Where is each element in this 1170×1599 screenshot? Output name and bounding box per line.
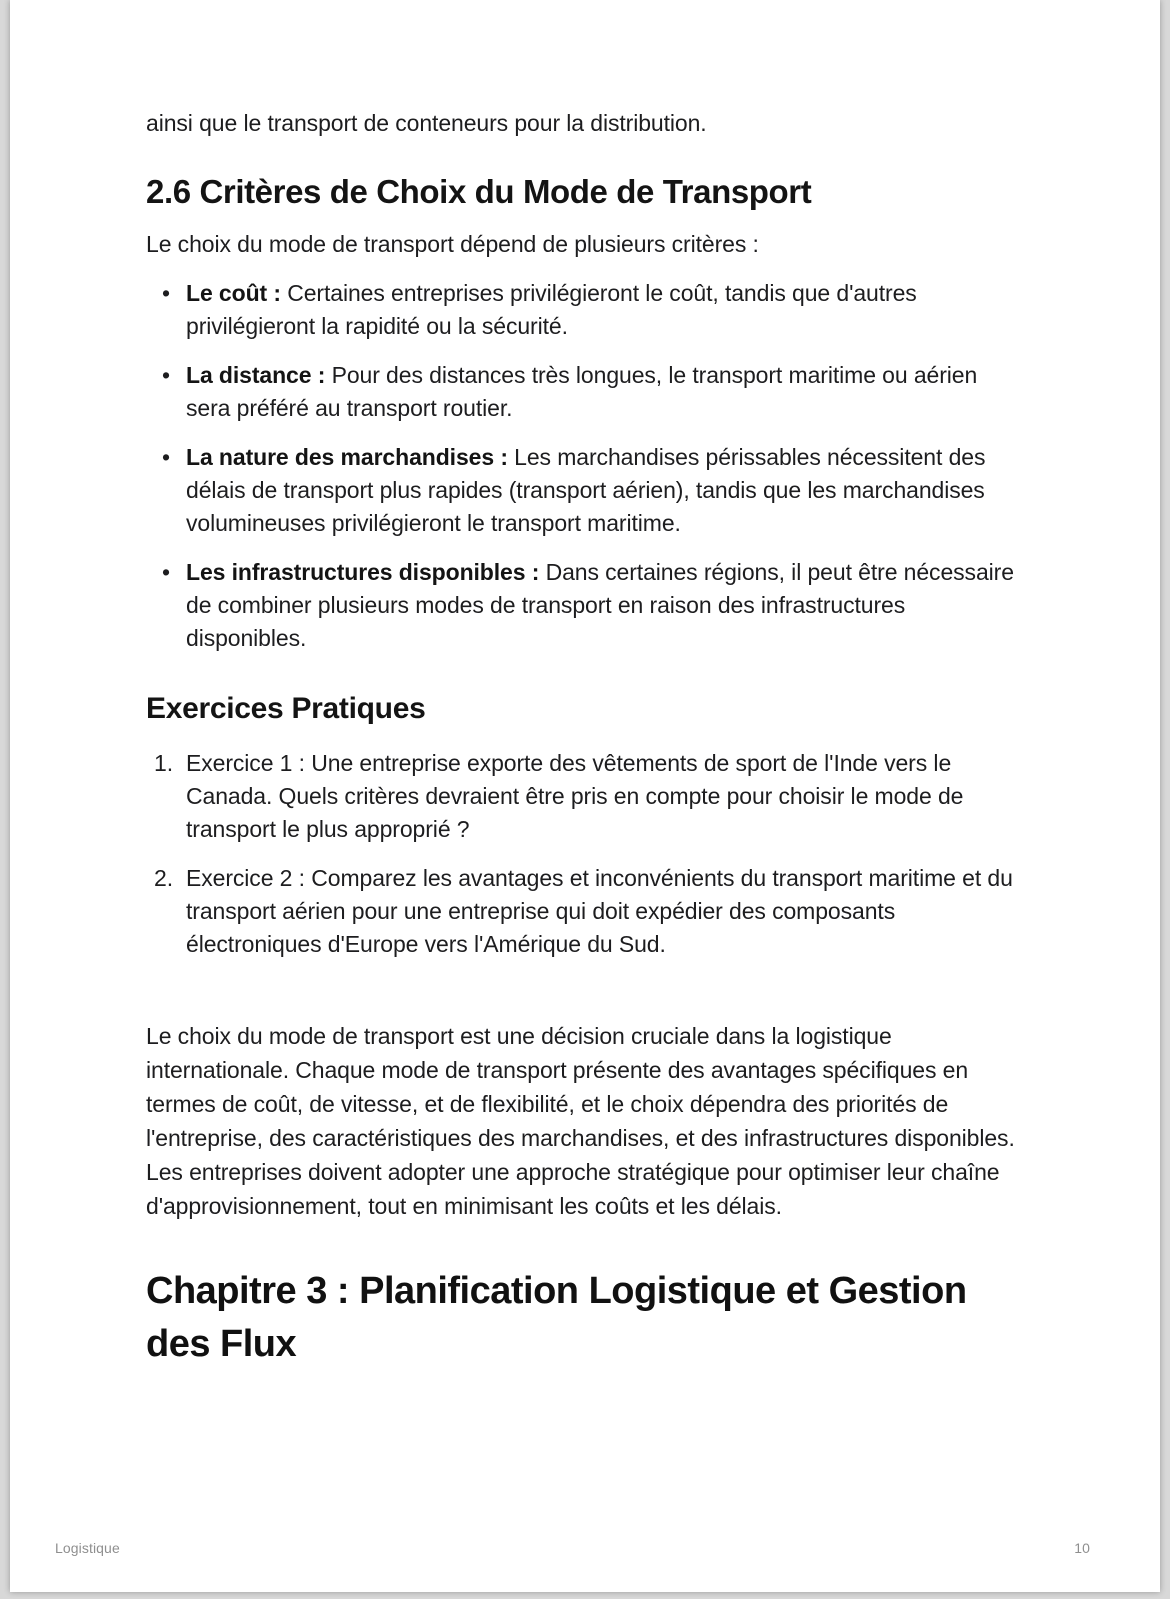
criterion-item: • Les infrastructures disponibles : Dans certaines régions, il peut être nécessaire de combiner plusieurs modes de transport en raison des infrastructures disponibles. — [186, 556, 1015, 655]
criterion-item: • Le coût : Certaines entreprises privilégieront le coût, tandis que d'autres privilégieront la rapidité ou la sécurité. — [186, 277, 1015, 343]
page-footer — [55, 1540, 1090, 1556]
exercise-item: Exercice 2 : Comparez les avantages et inconvénients du transport maritime et du transport aérien pour une entreprise qui doit expédier des composants électroniques d'Europe vers l'Amérique du Sud. — [186, 865, 1013, 957]
exercises-numbered-list — [146, 747, 1015, 961]
section-lead-paragraph: Le choix du mode de transport dépend de plusieurs critères : — [146, 231, 759, 257]
paragraph-intro: ainsi que le transport de conteneurs pour la distribution. — [146, 110, 707, 136]
criterion-item: • La distance : Pour des distances très longues, le transport maritime ou aérien sera préféré au transport routier. — [186, 359, 1015, 425]
footer-document-title: Logistique — [55, 1540, 120, 1556]
page-content — [10, 0, 1160, 1371]
conclusion-paragraph: Le choix du mode de transport est une décision cruciale dans la logistique internationale. Chaque mode de transport présente des avantages spécifiques en termes de coût, de vitesse, et de flexibilité, et le choix dépendra des priorités de l'entreprise, des caractéristiques des marchandises, et des infrastructures disponibles. Les entreprises doivent adopter une approche stratégique pour optimiser leur chaîne d'approvisionnement, tout en minimisant les coûts et les délais. — [146, 1023, 1015, 1219]
document-page[interactable] — [10, 0, 1160, 1592]
chapter-heading: Chapitre 3 : Planification Logistique et Gestion des Flux — [146, 1270, 967, 1365]
exercises-heading: Exercices Pratiques — [146, 692, 426, 725]
criterion-term: La distance : — [186, 362, 326, 388]
criterion-term: Le coût : — [186, 280, 281, 306]
criterion-term: Les infrastructures disponibles : — [186, 559, 540, 585]
exercise-item: Exercice 1 : Une entreprise exporte des vêtements de sport de l'Inde vers le Canada. Quels critères devraient être pris en compte pour choisir le mode de transport le plus approprié ? — [186, 750, 964, 842]
criterion-item: • La nature des marchandises : Les marchandises périssables nécessitent des délais de transport plus rapides (transport aérien), tandis que les marchandises volumineuses privilégieront le transport maritime. — [186, 441, 1015, 540]
section-heading: 2.6 Critères de Choix du Mode de Transport — [146, 173, 812, 210]
criterion-term: La nature des marchandises : — [186, 444, 508, 470]
footer-page-number: 10 — [1074, 1540, 1090, 1556]
criteria-bullet-list — [146, 277, 1015, 655]
